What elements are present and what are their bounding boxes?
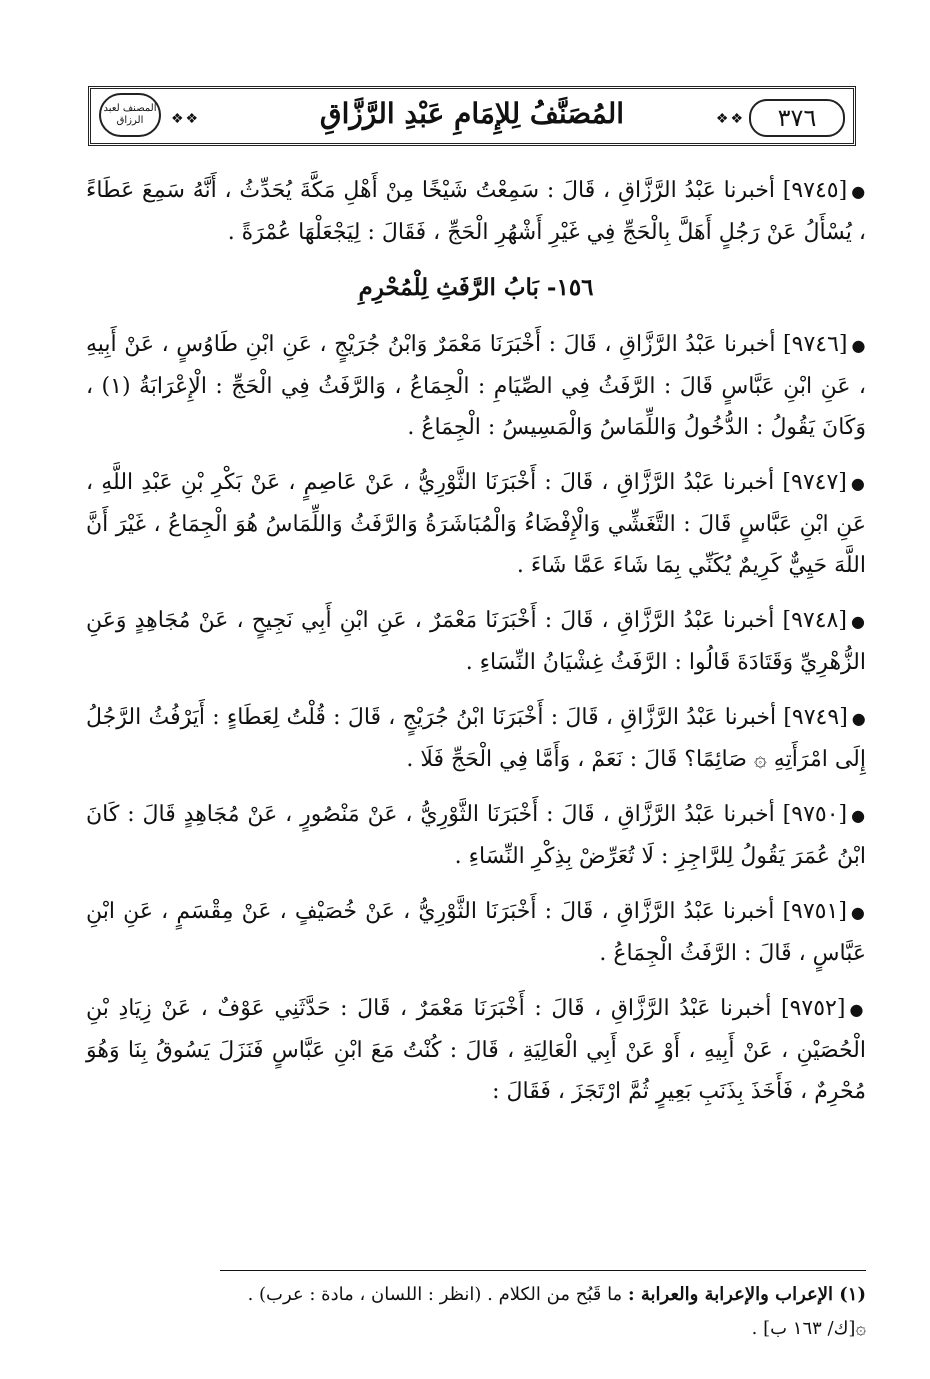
- hadith-text: أخبرنا عَبْدُ الرَّزَّاقِ ، قَالَ : أَخْبَرَنَا الثَّوْرِيُّ ، عَنْ عَاصِمٍ ، عَنْ بَكْرِ بْنِ عَبْدِ اللَّهِ ، عَنِ ابْنِ عَبَّاسٍ قَالَ : التَّغَشِّي وَالْإِفْضَاءُ وَالْمُبَاشَرَةُ وَالرَّفَثُ وَاللِّمَاسُ هُوَ الْجِمَاعُ ، غَيْرَ أَنَّ اللَّهَ حَيِيٌّ كَرِيمٌ يُكَنِّي بِمَا شَاءَ عَمَّا شَاءَ .: [86, 470, 866, 578]
- bullet-icon: ●: [851, 182, 866, 201]
- chapter-heading: ١٥٦- بَابُ الرَّفَثِ لِلْمُحْرِمِ: [358, 274, 594, 301]
- hadith-number: ٩٧٥١: [791, 899, 839, 924]
- hadith-text: أخبرنا عَبْدُ الرَّزَّاقِ ، قَالَ : أَخْبَرَنَا الثَّوْرِيُّ ، عَنْ خُصَيْفٍ ، عَنْ مِقْسَمٍ ، عَنِ ابْنِ عَبَّاسٍ ، قَالَ : الرَّفَثُ الْجِمَاعُ .: [86, 899, 866, 966]
- bullet-icon: ●: [851, 806, 867, 825]
- footnote-2: ۞[ك/ ١٦٣ ب] .: [751, 1318, 866, 1339]
- hadith-number: ٩٧٤٥: [791, 178, 839, 203]
- hadith-text: أخبرنا عَبْدُ الرَّزَّاقِ ، قَالَ : أَخْبَرَنَا ابْنُ جُرَيْجٍ ، قَالَ : قُلْتُ لِعَطَاءٍ : أَيَرْفُثُ الرَّجُلُ إِلَى امْرَأَتِهِ ۞ صَائِمًا؟ قَالَ : نَعَمْ ، وَأَمَّا فِي الْحَجِّ فَلَا .: [86, 705, 866, 772]
- footnote-divider: [220, 1270, 866, 1271]
- hadith-text: أخبرنا عَبْدُ الرَّزَّاقِ ، قَالَ : أَخْبَرَنَا مَعْمَرٌ وَابْنُ جُرَيْجٍ ، عَنِ ابْنِ طَاوُسٍ ، عَنْ أَبِيهِ ، عَنِ ابْنِ عَبَّاسٍ قَالَ : الرَّفَثُ فِي الصِّيَامِ : الْجِمَاعُ ، وَالرَّفَثُ فِي الْحَجِّ : الْإِعْرَابَةُ (١) ، وَكَانَ يَقُولُ : الدُّخُولُ وَاللِّمَاسُ وَالْمَسِيسُ : الْجِمَاعُ .: [86, 332, 866, 440]
- footnotes: [86, 1278, 866, 1346]
- footnote-definition: ما قَبُح من الكلام . (انظر : اللسان ، مادة : عرب) .: [247, 1284, 623, 1305]
- bullet-icon: ●: [851, 709, 866, 728]
- main-text: [86, 170, 866, 1126]
- hadith-9747: ●[٩٧٤٧] أخبرنا عَبْدُ الرَّزَّاقِ ، قَالَ : أَخْبَرَنَا الثَّوْرِيُّ ، عَنْ عَاصِمٍ ، عَنْ بَكْرِ بْنِ عَبْدِ اللَّهِ ، عَنِ ابْنِ عَبَّاسٍ قَالَ : التَّغَشِّي وَالْإِفْضَاءُ وَالْمُبَاشَرَةُ وَالرَّفَثُ وَاللِّمَاسُ هُوَ الْجِمَاعُ ، غَيْرَ أَنَّ اللَّهَ حَيِيٌّ كَرِيمٌ يُكَنِّي بِمَا شَاءَ عَمَّا شَاءَ .: [86, 470, 866, 578]
- hadith-9750: ●[٩٧٥٠] أخبرنا عَبْدُ الرَّزَّاقِ ، قَالَ : أَخْبَرَنَا الثَّوْرِيُّ ، عَنْ مَنْصُورٍ ، عَنْ مُجَاهِدٍ قَالَ : كَانَ ابْنُ عُمَرَ يَقُولُ لِلرَّاجِزِ : لَا تُعَرِّضْ بِذِكْرِ النِّسَاءِ .: [86, 802, 867, 869]
- footnote-1: [86, 1278, 866, 1312]
- page-header: [88, 86, 856, 146]
- hadith-text: أخبرنا عَبْدُ الرَّزَّاقِ ، قَالَ : أَخْبَرَنَا مَعْمَرٌ ، قَالَ : حَدَّثَنِي عَوْفٌ ، عَنْ زِيَادِ بْنِ الْحُصَيْنِ ، عَنْ أَبِيهِ ، أَوْ عَنْ أَبِي الْعَالِيَةِ ، قَالَ : كُنْتُ مَعَ ابْنِ عَبَّاسٍ فَنَزَلَ يَسُوقُ بِنَا وَهُوَ مُحْرِمٌ ، فَأَخَذَ بِذَنَبِ بَعِيرٍ ثُمَّ ارْتَجَزَ ، فَقَالَ :: [86, 996, 866, 1104]
- hadith-9745: ●[٩٧٤٥] أخبرنا عَبْدُ الرَّزَّاقِ ، قَالَ : سَمِعْتُ شَيْخًا مِنْ أَهْلِ مَكَّةَ يُحَدِّثُ ، أَنَّهُ سَمِعَ عَطَاءً ، يُسْأَلُ عَنْ رَجُلٍ أَهَلَّ بِالْحَجِّ فِي غَيْرِ أَشْهُرِ الْحَجِّ ، فَقَالَ : لِيَجْعَلْهَا عُمْرَةً .: [86, 178, 866, 245]
- hadith-number: ٩٧٥٢: [789, 996, 837, 1021]
- hadith-number: ٩٧٤٨: [791, 608, 839, 633]
- page-number: ٣٧٦: [749, 99, 845, 137]
- bullet-icon: ●: [850, 903, 867, 922]
- ornament-left: ❖❖: [171, 111, 201, 127]
- footnote-term: (١) الإعراب والإعرابة والعرابة :: [627, 1284, 866, 1305]
- hadith-number: ٩٧٤٦: [791, 332, 839, 357]
- bullet-icon: ●: [850, 474, 866, 493]
- hadith-9752: ●[٩٧٥٢] أخبرنا عَبْدُ الرَّزَّاقِ ، قَالَ : أَخْبَرَنَا مَعْمَرٌ ، قَالَ : حَدَّثَنِي عَوْفٌ ، عَنْ زِيَادِ بْنِ الْحُصَيْنِ ، عَنْ أَبِيهِ ، أَوْ عَنْ أَبِي الْعَالِيَةِ ، قَالَ : كُنْتُ مَعَ ابْنِ عَبَّاسٍ فَنَزَلَ يَسُوقُ بِنَا وَهُوَ مُحْرِمٌ ، فَأَخَذَ بِذَنَبِ بَعِيرٍ ثُمَّ ارْتَجَزَ ، فَقَالَ :: [86, 996, 866, 1104]
- bullet-icon: ●: [850, 612, 867, 631]
- hadith-number: ٩٧٥٠: [791, 802, 839, 827]
- running-title: المُصَنَّفُ لِلإِمَامِ عَبْدِ الرَّزَّاقِ: [319, 97, 625, 130]
- hadith-9748: ●[٩٧٤٨] أخبرنا عَبْدُ الرَّزَّاقِ ، قَالَ : أَخْبَرَنَا مَعْمَرٌ ، عَنِ ابْنِ أَبِي نَجِيحٍ ، عَنْ مُجَاهِدٍ وَعَنِ الزُّهْرِيِّ وَقَتَادَةَ قَالُوا : الرَّفَثُ غِشْيَانُ النِّسَاءِ .: [86, 608, 867, 675]
- hadith-text: أخبرنا عَبْدُ الرَّزَّاقِ ، قَالَ : أَخْبَرَنَا الثَّوْرِيُّ ، عَنْ مَنْصُورٍ ، عَنْ مُجَاهِدٍ قَالَ : كَانَ ابْنُ عُمَرَ يَقُولُ لِلرَّاجِزِ : لَا تُعَرِّضْ بِذِكْرِ النِّسَاءِ .: [86, 802, 866, 869]
- book-logo: المصنف لعبد الرزاق: [99, 93, 161, 137]
- hadith-number: ٩٧٤٧: [791, 470, 839, 495]
- hadith-number: ٩٧٤٩: [791, 705, 840, 730]
- ornament-right: ❖❖: [715, 111, 745, 127]
- bullet-icon: ●: [851, 336, 867, 355]
- hadith-text: أخبرنا عَبْدُ الرَّزَّاقِ ، قَالَ : أَخْبَرَنَا مَعْمَرٌ ، عَنِ ابْنِ أَبِي نَجِيحٍ ، عَنْ مُجَاهِدٍ وَعَنِ الزُّهْرِيِّ وَقَتَادَةَ قَالُوا : الرَّفَثُ غِشْيَانُ النِّسَاءِ .: [86, 608, 866, 675]
- bullet-icon: ●: [849, 1000, 866, 1019]
- hadith-9751: ●[٩٧٥١] أخبرنا عَبْدُ الرَّزَّاقِ ، قَالَ : أَخْبَرَنَا الثَّوْرِيُّ ، عَنْ خُصَيْفٍ ، عَنْ مِقْسَمٍ ، عَنِ ابْنِ عَبَّاسٍ ، قَالَ : الرَّفَثُ الْجِمَاعُ .: [86, 899, 867, 966]
- hadith-9746: ●[٩٧٤٦] أخبرنا عَبْدُ الرَّزَّاقِ ، قَالَ : أَخْبَرَنَا مَعْمَرٌ وَابْنُ جُرَيْجٍ ، عَنِ ابْنِ طَاوُسٍ ، عَنْ أَبِيهِ ، عَنِ ابْنِ عَبَّاسٍ قَالَ : الرَّفَثُ فِي الصِّيَامِ : الْجِمَاعُ ، وَالرَّفَثُ فِي الْحَجِّ : الْإِعْرَابَةُ (١) ، وَكَانَ يَقُولُ : الدُّخُولُ وَاللِّمَاسُ وَالْمَسِيسُ : الْجِمَاعُ .: [86, 332, 867, 440]
- hadith-9749: ●[٩٧٤٩] أخبرنا عَبْدُ الرَّزَّاقِ ، قَالَ : أَخْبَرَنَا ابْنُ جُرَيْجٍ ، قَالَ : قُلْتُ لِعَطَاءٍ : أَيَرْفُثُ الرَّجُلُ إِلَى امْرَأَتِهِ ۞ صَائِمًا؟ قَالَ : نَعَمْ ، وَأَمَّا فِي الْحَجِّ فَلَا .: [86, 705, 866, 772]
- hadith-text: أخبرنا عَبْدُ الرَّزَّاقِ ، قَالَ : سَمِعْتُ شَيْخًا مِنْ أَهْلِ مَكَّةَ يُحَدِّثُ ، أَنَّهُ سَمِعَ عَطَاءً ، يُسْأَلُ عَنْ رَجُلٍ أَهَلَّ بِالْحَجِّ فِي غَيْرِ أَشْهُرِ الْحَجِّ ، فَقَالَ : لِيَجْعَلْهَا عُمْرَةً .: [86, 178, 866, 245]
